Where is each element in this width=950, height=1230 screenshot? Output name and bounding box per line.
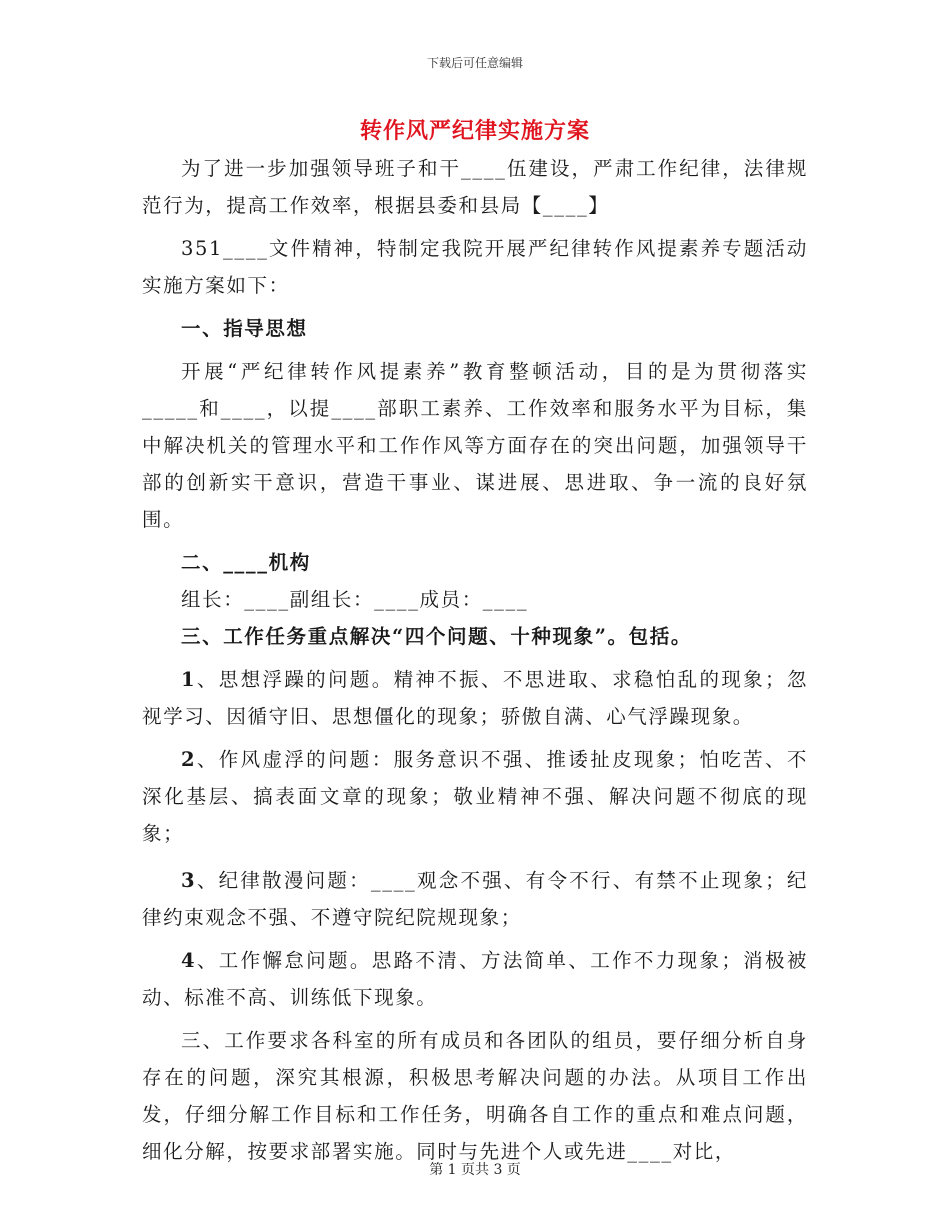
- list-item-1: [142, 661, 808, 735]
- section-heading-work-tasks: 三、工作任务重点解决“四个问题、十种现象”。包括。: [181, 625, 692, 648]
- paragraph-intro-2: 351____文件精神，特制定我院开展严纪律转作风提素养专题活动实施方案如下：: [142, 237, 808, 297]
- list-item-text: 、纪律散漫问题：____观念不强、有令不行、有禁不止现象；纪律约束观念不强、不遵守院纪院规现象；: [142, 869, 808, 929]
- page-footer: 第 1 页共 3 页: [429, 1162, 521, 1178]
- section-heading-guiding-thought: 一、指导思想: [181, 317, 308, 340]
- paragraph-intro-1: 为了进一步加强领导班子和干____伍建设，严肃工作纪律，法律规范行为，提高工作效率，根据县委和县局【____】: [142, 157, 808, 217]
- list-item-number: 2: [181, 748, 197, 771]
- paragraph-work-requirements: 三、工作要求各科室的所有成员和各团队的组员，要仔细分析自身存在的问题，深究其根源，积极思考解决问题的办法。从项目工作出发，仔细分解工作目标和工作任务，明确各自工作的重点和难点问题，细化分解，按要求部署实施。同时与先进个人或先进____对比，: [142, 1029, 808, 1163]
- list-item-number: 3: [181, 869, 197, 892]
- paragraph-guiding-thought: 开展“严纪律转作风提素养”教育整顿活动，目的是为贯彻落实_____和____，以提____部职工素养、工作效率和服务水平为目标，集中解决机关的管理水平和工作作风等方面存在的突出问题，加强领导干部的创新实干意识，营造干事业、谋进展、思进取、争一流的良好氛围。: [142, 360, 808, 531]
- document-body: [142, 150, 808, 1170]
- list-item-3: [142, 862, 808, 936]
- list-item-4: [142, 942, 808, 1016]
- list-item-text: 、工作懈怠问题。思路不清、方法简单、工作不力现象；消极被动、标准不高、训练低下现象。: [142, 949, 808, 1009]
- header-note: 下载后可任意编辑: [426, 56, 523, 70]
- list-item-2: [142, 741, 808, 852]
- section-heading-organization: 二、____机构: [181, 551, 311, 574]
- paragraph-organization-members: 组长：____副组长：____成员：____: [181, 588, 529, 611]
- list-item-text: 、作风虚浮的问题：服务意识不强、推诿扯皮现象；怕吃苦、不深化基层、搞表面文章的现象；敬业精神不强、解决问题不彻底的现象；: [142, 748, 808, 845]
- list-item-text: 、思想浮躁的问题。精神不振、不思进取、求稳怕乱的现象；忽视学习、因循守旧、思想僵化的现象；骄傲自满、心气浮躁现象。: [142, 668, 808, 728]
- list-item-number: 1: [181, 668, 197, 691]
- document-title: 转作风严纪律实施方案: [359, 118, 590, 144]
- list-item-number: 4: [181, 949, 197, 972]
